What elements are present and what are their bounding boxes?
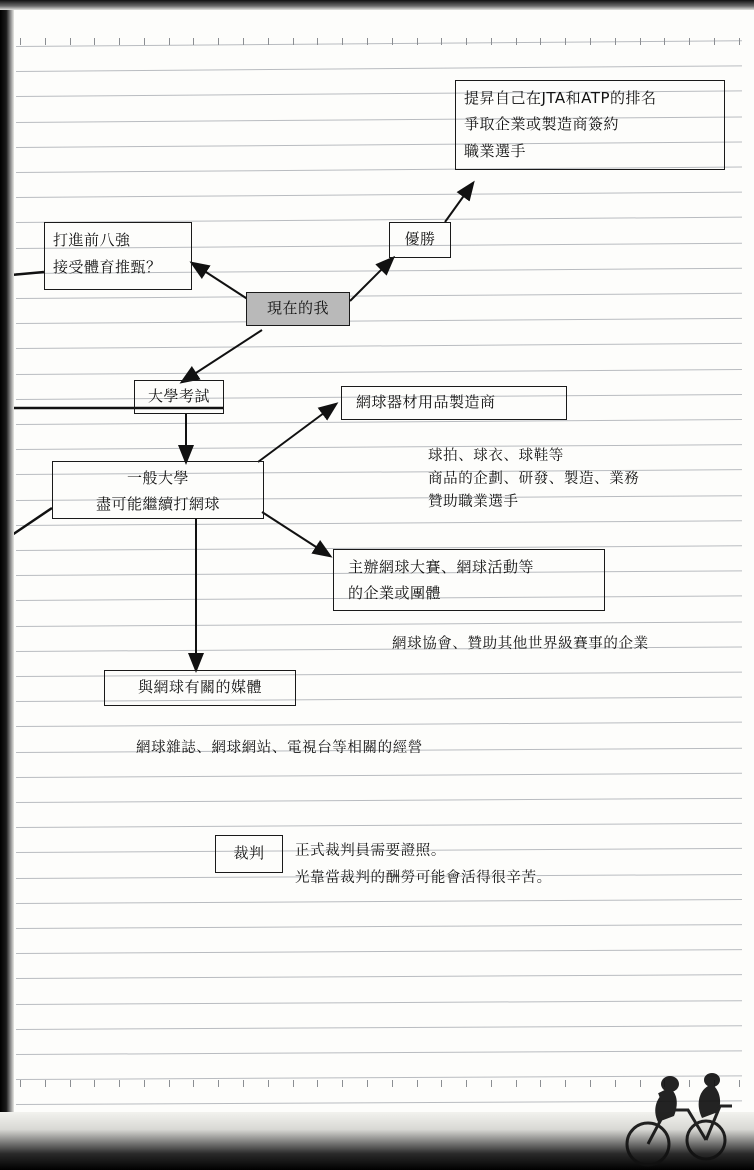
node-current-self[interactable] [246, 292, 350, 326]
tick-mark [392, 1080, 393, 1087]
tick-mark [317, 1080, 318, 1087]
note-referee [295, 838, 552, 892]
tick-mark [218, 38, 219, 45]
tick-marks-top [20, 38, 740, 48]
tick-mark [268, 1080, 269, 1087]
node-university-exam[interactable] [134, 380, 224, 414]
tick-mark [590, 1080, 591, 1087]
note-referee-line-1: 正式裁判員需要證照。 [295, 843, 446, 859]
note-event-organizer-line-1: 網球協會、贊助其他世界級賽事的企業 [392, 636, 649, 652]
tick-mark [218, 1080, 219, 1087]
cyclists-watermark-icon [608, 1048, 748, 1168]
node-general-university-line-1: 一般大學 [126, 469, 189, 487]
tick-mark [441, 38, 442, 45]
tick-mark [466, 1080, 467, 1087]
tick-mark [590, 38, 591, 45]
node-champion[interactable] [389, 222, 451, 258]
note-equipment-maker-line-3: 贊助職業選手 [428, 494, 519, 511]
tick-mark [516, 1080, 517, 1087]
tick-mark [293, 1080, 294, 1087]
node-goal-line-2: 爭取企業或製造商簽約 [464, 115, 620, 134]
tick-mark [169, 38, 170, 45]
tick-mark [640, 38, 641, 45]
tick-mark [392, 38, 393, 45]
tick-mark [540, 38, 541, 45]
tick-mark [664, 38, 665, 45]
tick-mark [367, 1080, 368, 1087]
tick-mark [367, 38, 368, 45]
tick-mark [70, 38, 71, 45]
tick-mark [417, 38, 418, 45]
tick-mark [20, 38, 21, 45]
tick-mark [342, 1080, 343, 1087]
tick-mark [70, 1080, 71, 1087]
tick-mark [293, 38, 294, 45]
node-tennis-media[interactable] [104, 670, 296, 706]
node-event-organizer[interactable] [333, 549, 605, 611]
tick-mark [540, 1080, 541, 1087]
tick-mark [342, 38, 343, 45]
tick-mark [169, 1080, 170, 1087]
node-tennis-media-label: 與網球有關的媒體 [137, 678, 262, 697]
tick-mark [491, 38, 492, 45]
tick-mark [466, 38, 467, 45]
tick-mark [94, 38, 95, 45]
tick-mark [441, 1080, 442, 1087]
tick-mark [516, 38, 517, 45]
tick-mark [243, 1080, 244, 1087]
node-champion-label: 優勝 [404, 230, 436, 249]
tick-mark [119, 38, 120, 45]
note-referee-line-2: 光靠當裁判的酬勞可能會活得很辛苦。 [295, 869, 552, 886]
node-top8-line-2: 接受體育推甄？ [53, 258, 162, 276]
tick-mark [193, 1080, 194, 1087]
note-equipment-maker-line-1: 球拍、球衣、球鞋等 [428, 448, 564, 464]
node-top8[interactable] [44, 222, 192, 290]
tick-mark [193, 38, 194, 45]
node-referee-label: 裁判 [233, 844, 265, 863]
tick-mark [689, 38, 690, 45]
tick-mark [317, 38, 318, 45]
node-goal[interactable] [455, 80, 725, 170]
tick-mark [565, 1080, 566, 1087]
tick-mark [615, 38, 616, 45]
tick-mark [20, 1080, 21, 1087]
node-general-university-line-2: 盡可能繼續打網球 [95, 494, 220, 513]
node-goal-line-3: 職業選手 [464, 141, 527, 160]
tick-mark [119, 1080, 120, 1087]
node-event-organizer-line-1: 主辦網球大賽、網球活動等 [348, 558, 535, 576]
node-equipment-maker[interactable] [341, 386, 567, 420]
node-top8-line-1: 打進前八強 [53, 231, 131, 249]
tick-mark [491, 1080, 492, 1087]
tick-mark [144, 1080, 145, 1087]
tick-mark [417, 1080, 418, 1087]
tick-mark [565, 38, 566, 45]
note-equipment-maker-line-2: 商品的企劃、研發、製造、業務 [428, 471, 640, 488]
tick-mark [268, 38, 269, 45]
note-tennis-media-line-1: 網球雜誌、網球網站、電視台等相關的經營 [136, 740, 423, 756]
note-event-organizer [392, 633, 649, 656]
node-event-organizer-line-2: 的企業或團體 [348, 584, 442, 603]
node-referee[interactable] [215, 835, 283, 873]
tick-mark [243, 38, 244, 45]
note-equipment-maker [428, 445, 639, 515]
tick-mark [739, 38, 740, 45]
node-equipment-maker-label: 網球器材用品製造商 [356, 393, 496, 412]
tick-mark [714, 38, 715, 45]
node-university-exam-label: 大學考試 [147, 387, 210, 406]
tick-mark [94, 1080, 95, 1087]
tick-mark [144, 38, 145, 45]
node-current-self-label: 現在的我 [266, 299, 329, 318]
scan-edge-left [0, 0, 14, 1170]
note-tennis-media [136, 737, 423, 760]
tick-mark [45, 38, 46, 45]
tick-mark [45, 1080, 46, 1087]
scan-edge-top [0, 0, 754, 10]
node-general-university[interactable] [52, 461, 264, 519]
node-goal-line-1: 提昇自己在JTA和ATP的排名 [464, 89, 657, 107]
